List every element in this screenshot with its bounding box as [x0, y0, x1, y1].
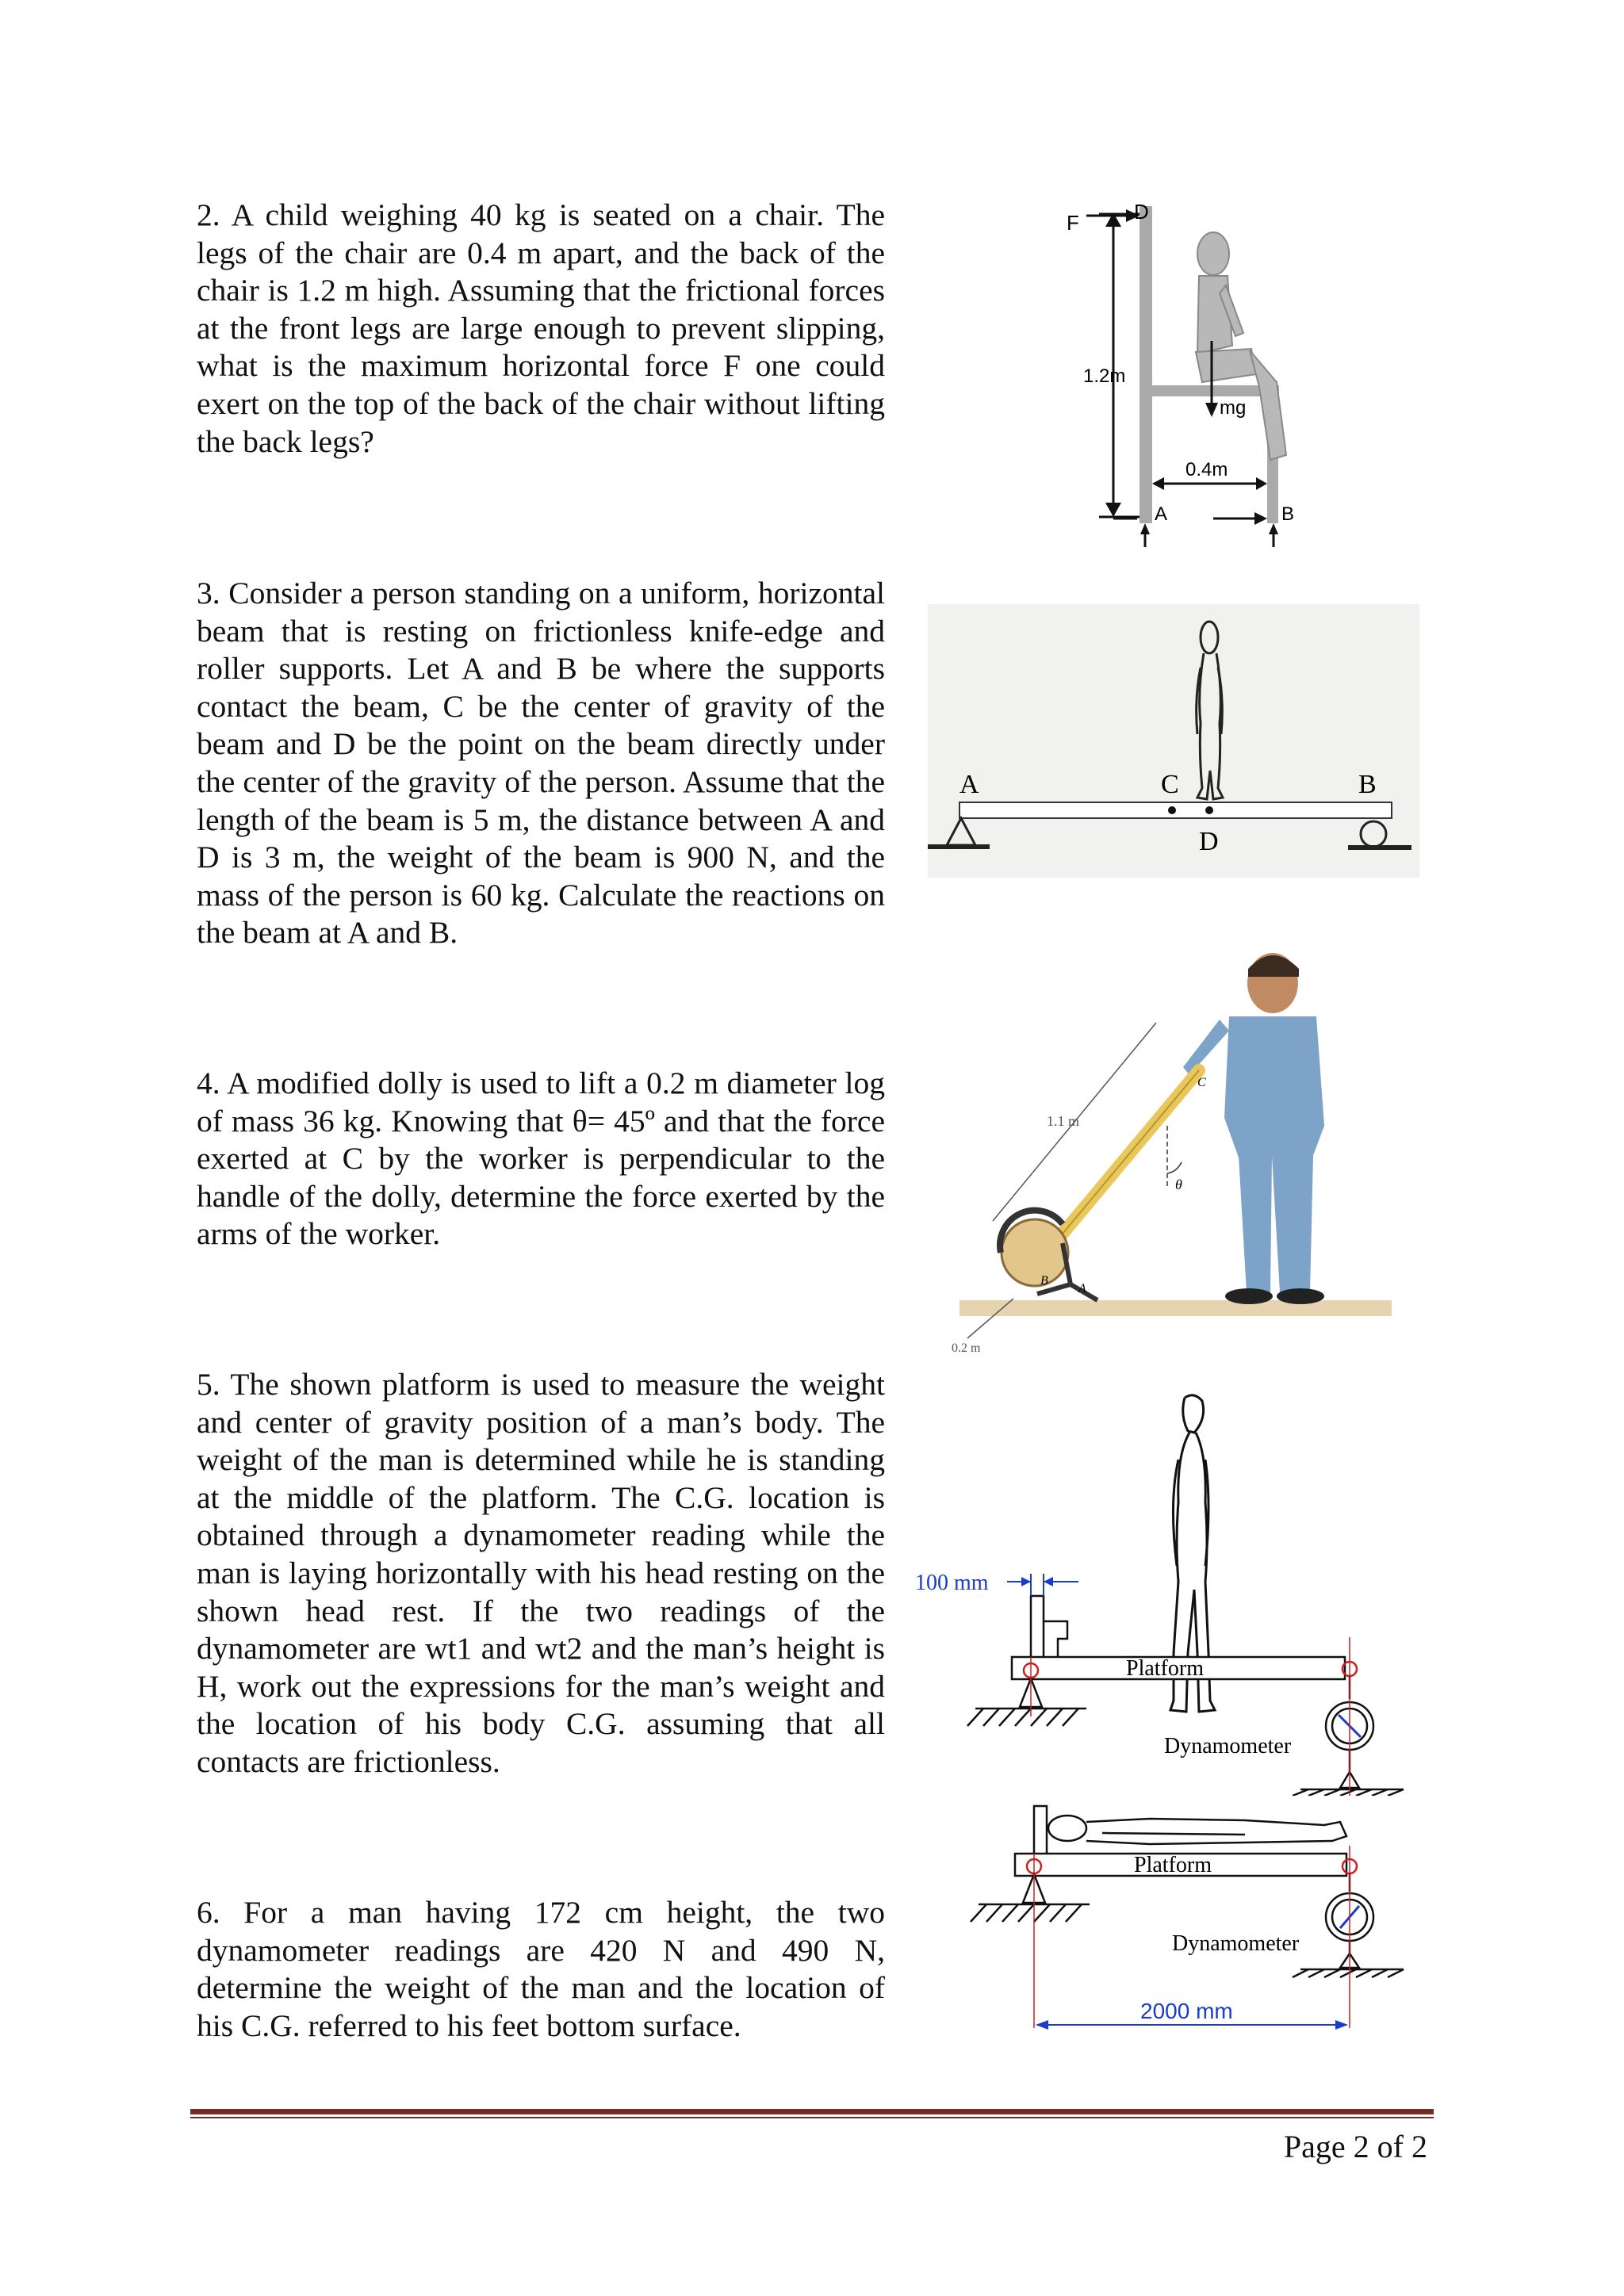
- head-rest: [1031, 1596, 1067, 1657]
- span-label: 0.4m: [1185, 459, 1228, 480]
- chair-figure: [1063, 198, 1348, 547]
- floor: [959, 1300, 1392, 1316]
- point-a-label: A: [1078, 1282, 1086, 1295]
- dynamometer-label: Dynamometer: [1172, 1931, 1300, 1956]
- length-label: 1.1 m: [1047, 1113, 1080, 1129]
- span-label: 2000 mm: [1140, 1999, 1233, 2023]
- dynamometer: [1293, 1662, 1404, 1796]
- dynamometer-label: Dynamometer: [1164, 1734, 1292, 1758]
- beam-label-b: B: [1358, 770, 1377, 799]
- platform-lying-figure: [912, 1798, 1419, 2036]
- point-c-label: C: [1197, 1076, 1206, 1089]
- platform-standing-figure: [912, 1383, 1419, 1796]
- problem-6-text: 6. For a man having 172 cm height, the two dynamometer readings are 420 N and 490 N, determine the weight of the man and the location of his C.G. referred to his feet bottom surface.: [197, 1895, 885, 2043]
- reaction-arrows: [1145, 528, 1274, 547]
- log: [1002, 1219, 1068, 1286]
- beam-label-a: A: [959, 770, 979, 799]
- problem-5-text: 5. The shown platform is used to measure the weight and center of gravity position of a man’s body. The weight of the man is determined while he is standing at the middle of the platform. The C.G. location is obtained through a dynamometer reading while the man is laying horizontally with his head resting on the shown head rest. If the two readings of the dynamometer are wt1 and wt2 and the man’s height is H, work out the expressions for the man’s weight and the location of his body C.G. assuming that all contacts are frictionless.: [197, 1367, 885, 1779]
- angle-label: θ: [1175, 1177, 1182, 1192]
- beam-label-c: C: [1161, 770, 1179, 799]
- beam-figure: [928, 604, 1419, 878]
- beam-label-d: D: [1199, 827, 1219, 856]
- child-figure: [1196, 232, 1286, 460]
- diameter-label: 0.2 m: [952, 1341, 981, 1355]
- point-b-label: B: [1040, 1274, 1048, 1288]
- footer-rule-thick: [190, 2109, 1434, 2114]
- scan-background: [928, 604, 1419, 878]
- left-leg-label: A: [1155, 503, 1168, 525]
- offset-label: 100 mm: [915, 1571, 989, 1595]
- problem-4-text: 4. A modified dolly is used to lift a 0.2 m diameter log of mass 36 kg. Knowing that θ= 45º and that the force exerted at C by the worker is perpendicular to the handle of the dolly, determine the force exerted by the arms of the worker.: [197, 1066, 885, 1252]
- dim-arrow-bottom: [1105, 503, 1121, 517]
- platform-label: Platform: [1126, 1656, 1204, 1681]
- problem-2-text: 2. A child weighing 40 kg is seated on a chair. The legs of the chair are 0.4 m apart, and the back of the chair is 1.2 m high. Assuming that the frictional forces at the front legs are large enough to prevent slipping, what is the maximum horizontal force F one could exert on the top of the back of the chair without lifting the back legs?: [197, 197, 885, 459]
- dynamometer: [1293, 1859, 1404, 1977]
- platform-label: Platform: [1134, 1853, 1212, 1877]
- problem-3-text: 3. Consider a person standing on a uniform, horizontal beam that is resting on frictionless knife-edge and roller supports. Let A and B be where the supports contact the beam, C be the center of gravity of the beam and D be the point on the beam directly under the center of the gravity of the person. Assume that the length of the beam is 5 m, the distance between A and D is 3 m, the weight of the beam is 900 N, and the mass of the person is 60 kg. Calculate the reactions on the beam at A and B.: [197, 576, 885, 951]
- ground-dimension: [1113, 512, 1267, 525]
- force-label: F: [1067, 211, 1079, 235]
- person-point-dot: [1205, 806, 1213, 814]
- lying-man: [1048, 1816, 1346, 1844]
- dolly-figure: [952, 920, 1396, 1364]
- weight-label: mg: [1220, 397, 1247, 419]
- cg-dot: [1168, 806, 1176, 814]
- height-label: 1.2m: [1083, 365, 1126, 387]
- right-leg-label: B: [1281, 503, 1295, 525]
- head-rest: [1034, 1806, 1047, 1854]
- footer-rule-thin: [190, 2117, 1434, 2118]
- page-number: Page 2 of 2: [1283, 2129, 1427, 2164]
- top-point-label: D: [1134, 200, 1149, 224]
